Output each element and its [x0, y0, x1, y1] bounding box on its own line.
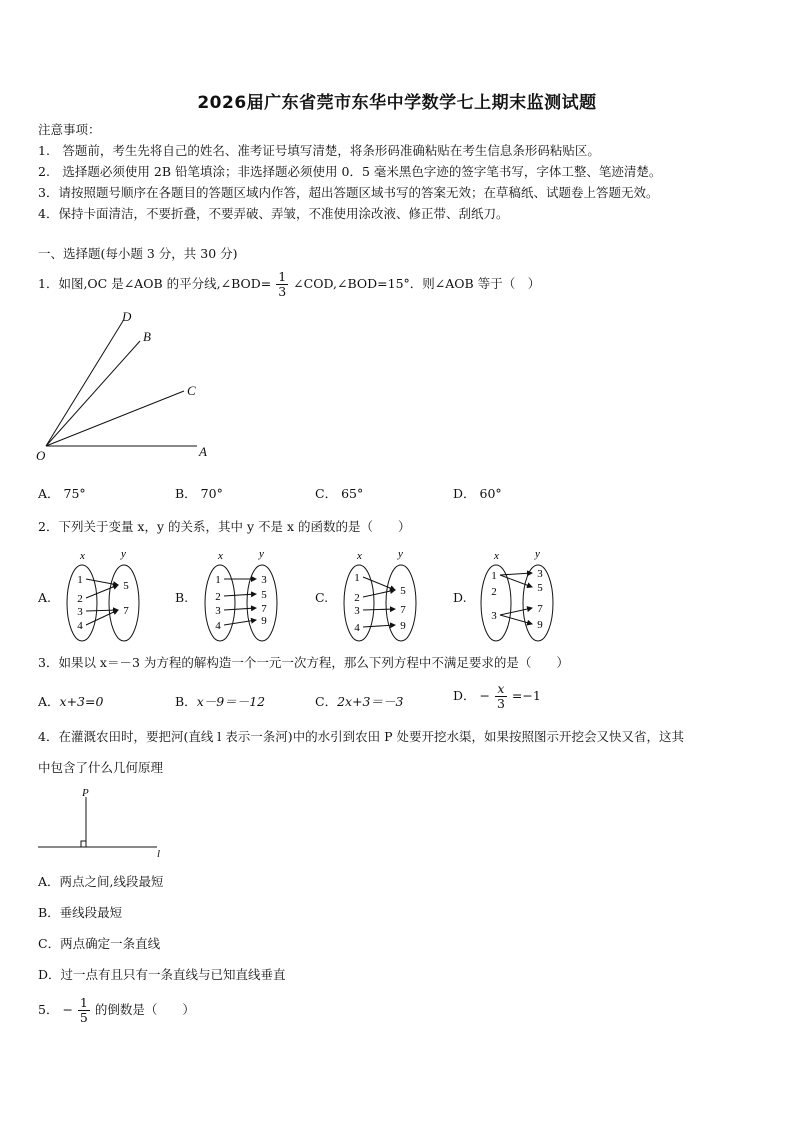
set-label-x: x — [357, 550, 362, 562]
option-minus: − — [479, 688, 490, 703]
q3-option-c[interactable] — [315, 692, 403, 710]
range-value: 7 — [261, 603, 267, 615]
q2-option-c-letter[interactable]: C. — [315, 590, 329, 605]
q1-option-b[interactable] — [175, 484, 223, 502]
q2-mapping-a — [60, 545, 160, 645]
range-value: 7 — [537, 603, 543, 615]
mapping-arrow — [500, 573, 532, 575]
range-value: 9 — [537, 619, 543, 631]
q3-option-d[interactable] — [453, 682, 541, 711]
mapping-arrow — [224, 620, 256, 625]
range-value: 5 — [123, 580, 129, 592]
section-heading: 一、选择题(每小题 3 分，共 30 分) — [38, 246, 238, 261]
question-1 — [38, 270, 540, 299]
option-fraction — [495, 682, 507, 711]
range-value: 3 — [261, 574, 267, 586]
q3-option-b[interactable] — [175, 692, 265, 710]
q2-mapping-b — [198, 545, 298, 645]
mapping-arrow — [363, 609, 395, 610]
question-4-line1: 4．在灌溉农田时，要把河(直线 l 表示一条河)中的水引到农田 P 处要开挖水渠，如果按照图示开挖会又快又省，这其 — [38, 729, 685, 744]
option-letter: B． — [175, 486, 197, 501]
q1-fraction — [276, 270, 288, 299]
mapping-arrow — [500, 615, 532, 624]
q1-option-c[interactable] — [315, 484, 363, 502]
domain-value: 2 — [354, 592, 360, 604]
domain-value: 1 — [491, 570, 497, 582]
question-3: 3．如果以 x＝－3 为方程的解构造一个一元一次方程，那么下列方程中不满足要求的是（ ） — [38, 655, 569, 670]
q2-mapping-c — [337, 545, 437, 645]
option-letter: A． — [38, 486, 60, 501]
set-label-x: x — [218, 550, 223, 562]
q5-fraction — [78, 996, 90, 1025]
page-title: 2026届广东省莞市东华中学数学七上期末监测试题 — [197, 93, 597, 113]
option-letter: A． — [38, 694, 60, 709]
label-a: A — [199, 444, 207, 459]
right-angle-mark — [81, 841, 86, 847]
ray-od — [46, 321, 123, 446]
q2-mapping-d — [474, 545, 574, 645]
mapping-arrow — [86, 579, 118, 585]
option-text: 2x+3＝－3 — [337, 694, 404, 709]
option-text: 65° — [341, 486, 364, 501]
set-label-y: y — [259, 548, 264, 560]
mapping-arrow — [86, 610, 118, 611]
q4-option-b[interactable]: B．垂线段最短 — [38, 905, 123, 920]
mapping-arrow — [500, 608, 532, 615]
ray-oc — [46, 391, 184, 446]
domain-value: 2 — [491, 586, 497, 598]
q4-option-c[interactable]: C．两点确定一条直线 — [38, 936, 161, 951]
notice-heading: 注意事项： — [38, 122, 101, 137]
range-value: 5 — [261, 589, 267, 601]
label-c: C — [187, 383, 196, 398]
option-letter: D． — [453, 486, 476, 501]
domain-value: 3 — [215, 605, 221, 617]
option-letter: C． — [315, 486, 338, 501]
domain-value: 1 — [354, 572, 360, 584]
set-label-x: x — [494, 550, 499, 562]
notice-item: 2. 选择题必须使用 2B 铅笔填涂；非选择题必须使用 0．5 毫米黑色字迹的签字笔书写，字体工整、笔迹清楚。 — [38, 164, 662, 179]
label-b: B — [143, 329, 151, 344]
mapping-arrow — [363, 590, 395, 597]
option-text: x－9＝－12 — [196, 694, 266, 709]
option-text: 60° — [479, 486, 502, 501]
notice-item: 1. 答题前，考生先将自己的姓名、准考证号填写清楚，将条形码准确粘贴在考生信息条形码粘贴区。 — [38, 143, 600, 158]
domain-value: 4 — [215, 620, 221, 632]
domain-value: 2 — [215, 591, 221, 603]
q1-text-part2: ∠COD,∠BOD=15°．则∠AOB 等于（ ） — [293, 276, 541, 291]
option-text: 75° — [63, 486, 86, 501]
q1-text-part1: 1．如图,OC 是∠AOB 的平分线,∠BOD= — [38, 276, 272, 291]
option-equation-tail: =−1 — [511, 688, 541, 703]
range-value: 7 — [400, 604, 406, 616]
mapping-arrow — [224, 608, 256, 610]
option-letter: B． — [175, 694, 197, 709]
q1-angle-figure — [30, 305, 230, 467]
range-value: 5 — [400, 585, 406, 597]
ray-ob — [46, 341, 140, 446]
set-label-x: x — [80, 550, 85, 562]
q1-option-a[interactable] — [38, 484, 86, 502]
mapping-arrow — [224, 594, 256, 596]
set-label-y: y — [398, 548, 403, 560]
question-5 — [38, 996, 195, 1025]
option-text: x+3=0 — [59, 694, 104, 709]
range-value: 5 — [537, 582, 543, 594]
notice-item: 3．请按照题号顺序在各题目的答题区域内作答，超出答题区域书写的答案无效；在草稿纸、试题卷上答题无效。 — [38, 185, 659, 200]
domain-value: 3 — [354, 605, 360, 617]
q5-minus: − — [62, 1002, 73, 1017]
q4-perpendicular-figure — [35, 783, 175, 863]
question-4-line2: 中包含了什么几何原理 — [38, 760, 164, 775]
fraction-numerator: x — [495, 682, 507, 697]
range-value: 3 — [537, 568, 543, 580]
option-text: 70° — [200, 486, 223, 501]
label-l: l — [157, 848, 161, 860]
label-p: P — [82, 787, 89, 799]
mapping-arrow — [86, 610, 118, 625]
range-ellipse — [109, 565, 139, 641]
notice-item: 4．保持卡面清洁，不要折叠，不要弄破、弄皱，不准使用涂改液、修正带、刮纸刀。 — [38, 206, 509, 221]
range-value: 9 — [400, 620, 406, 632]
fraction-denominator: 3 — [496, 696, 505, 711]
label-d: D — [122, 309, 132, 324]
range-value: 9 — [261, 615, 267, 627]
domain-value: 3 — [491, 610, 497, 622]
range-value: 7 — [123, 605, 129, 617]
option-letter: D． — [453, 688, 476, 703]
q2-option-a-letter[interactable]: A. — [38, 590, 52, 605]
fraction-denominator: 5 — [79, 1010, 88, 1025]
q3-option-a[interactable] — [38, 692, 103, 710]
set-label-y: y — [121, 548, 126, 560]
domain-value: 4 — [77, 620, 83, 632]
q2-option-d-letter[interactable]: D. — [453, 590, 467, 605]
mapping-arrow — [86, 585, 118, 598]
question-2: 2．下列关于变量 x，y 的关系，其中 y 不是 x 的函数的是（ ） — [38, 519, 411, 534]
fraction-denominator: 3 — [278, 284, 287, 299]
set-label-y: y — [535, 548, 540, 560]
q4-option-a[interactable]: A．两点之间,线段最短 — [38, 874, 164, 889]
q1-option-d[interactable] — [453, 484, 502, 502]
q2-option-b-letter[interactable]: B. — [175, 590, 189, 605]
domain-value: 2 — [77, 593, 83, 605]
q5-text: 的倒数是（ ） — [94, 1002, 195, 1017]
domain-value: 1 — [215, 574, 221, 586]
domain-value: 4 — [354, 622, 360, 634]
fraction-numerator: 1 — [278, 269, 287, 284]
domain-value: 1 — [77, 574, 83, 586]
label-o: O — [36, 448, 46, 463]
option-letter: C． — [315, 694, 338, 709]
q5-number: 5． — [38, 1002, 59, 1017]
fraction-numerator: 1 — [79, 995, 88, 1010]
mapping-arrow — [363, 577, 395, 590]
q4-option-d[interactable]: D．过一点有且只有一条直线与已知直线垂直 — [38, 967, 286, 982]
domain-value: 3 — [77, 606, 83, 618]
mapping-arrow — [363, 625, 395, 627]
